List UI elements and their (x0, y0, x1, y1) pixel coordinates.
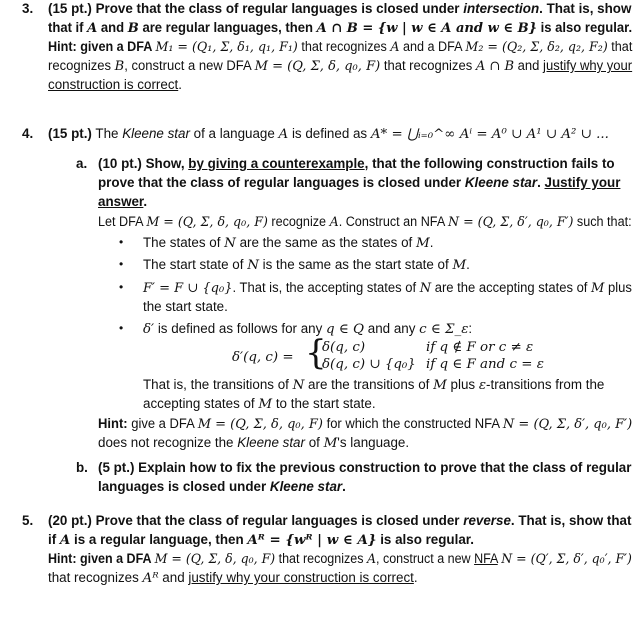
q4a-that-is-line: That is, the transitions of N are the transitions of M plus ε-transitions from the (143, 377, 605, 393)
q5-statement-line: if A is a regular language, then Aᴿ = {wᴿ | w ∈ A} is also regular. (48, 532, 474, 548)
q4a-hint-line-2: does not recognize the Kleene star of M's language. (98, 435, 410, 451)
q4-intro-line: (15 pt.) The Kleene star of a language A is defined as A* = ⋃ᵢ₌₀^∞ Aⁱ = A⁰ ∪ A¹ ∪ A² ∪ ... (48, 126, 609, 142)
q4a-construction-line: Let DFA M = (Q, Σ, δ, q₀, F) recognize A. Construct an NFA N = (Q, Σ, δ′, q₀, F′) such that: (98, 214, 632, 230)
q4-number: 4. (22, 126, 34, 141)
q3-number: 3. (22, 1, 34, 16)
q4a-bullet-4: δ′ is defined as follows for any q ∈ Q and any c ∈ Σ_ε: (143, 321, 473, 337)
q3-statement-line: that if A and B are regular languages, then A ∩ B = {w | w ∈ A and w ∈ B} is also regular. (48, 20, 633, 36)
q4a-line-1: (10 pt.) Show, by giving a counterexample, that the following construction fails to (98, 156, 615, 171)
q4b-line-2: languages is closed under Kleene star. (98, 479, 346, 494)
q4a-line-3: answer. (98, 194, 148, 209)
q4b-label: b. (76, 460, 88, 475)
q4a-bullet-3: F′ = F ∪ {q₀}. That is, the accepting states of N are the accepting states of M plus (143, 280, 632, 296)
q4a-bullet-3-cont: the start state. (143, 299, 228, 314)
q4a-that-is-cont: accepting states of M to the start state. (143, 396, 376, 412)
piecewise-case-2-cond: if q ∈ F and c = ε (426, 357, 544, 372)
q3-title-line: (15 pt.) Prove that the class of regular languages is closed under intersection. That is, show (48, 1, 632, 16)
q3-hint-line-3: construction is correct. (48, 77, 182, 92)
q5-title-line: (20 pt.) Prove that the class of regular languages is closed under reverse. That is, show that (48, 513, 632, 528)
q5-hint-line-2: that recognizes Aᴿ and justify why your construction is correct. (48, 570, 418, 586)
bullet-icon: • (119, 280, 124, 294)
q5-number: 5. (22, 513, 34, 528)
bullet-icon: • (119, 257, 124, 271)
q4a-label: a. (76, 156, 88, 171)
q4a-hint-line-1: Hint: give a DFA M = (Q, Σ, δ, q₀, F) for which the constructed NFA N = (Q, Σ, δ′, q₀, F′) (98, 416, 633, 432)
q3-hint-line-1: Hint: given a DFA M₁ = (Q₁, Σ, δ₁, q₁, F₁) that recognizes A and a DFA M₂ = (Q₂, Σ, δ₂, q₂, F₂) that (48, 39, 633, 55)
q5-hint-line-1: Hint: given a DFA M = (Q, Σ, δ, q₀, F) that recognizes A, construct a new NFA N = (Q′, Σ, δ′, q₀′, F′) (48, 551, 632, 567)
piecewise-lhs: δ′(q, c) = (232, 350, 294, 365)
q4b-line-1: (5 pt.) Explain how to fix the previous construction to prove that the class of regular (98, 460, 632, 475)
piecewise-case-1-cond: if q ∉ F or c ≠ ε (426, 340, 534, 355)
left-brace-icon: { (305, 333, 327, 373)
q3-hint-line-2: recognizes B, construct a new DFA M = (Q, Σ, δ, q₀, F) that recognizes A ∩ B and justify why your (48, 58, 633, 74)
q4a-line-2: prove that the class of regular languages is closed under Kleene star. Justify your (98, 175, 621, 190)
bullet-icon: • (119, 235, 124, 249)
piecewise-case-1-expr: δ(q, c) (322, 340, 366, 355)
q4a-bullet-2: The start state of N is the same as the start state of M. (143, 257, 470, 273)
q4a-bullet-1: The states of N are the same as the states of M. (143, 235, 434, 251)
bullet-icon: • (119, 321, 124, 335)
piecewise-case-2-expr: δ(q, c) ∪ {q₀} (322, 357, 416, 372)
